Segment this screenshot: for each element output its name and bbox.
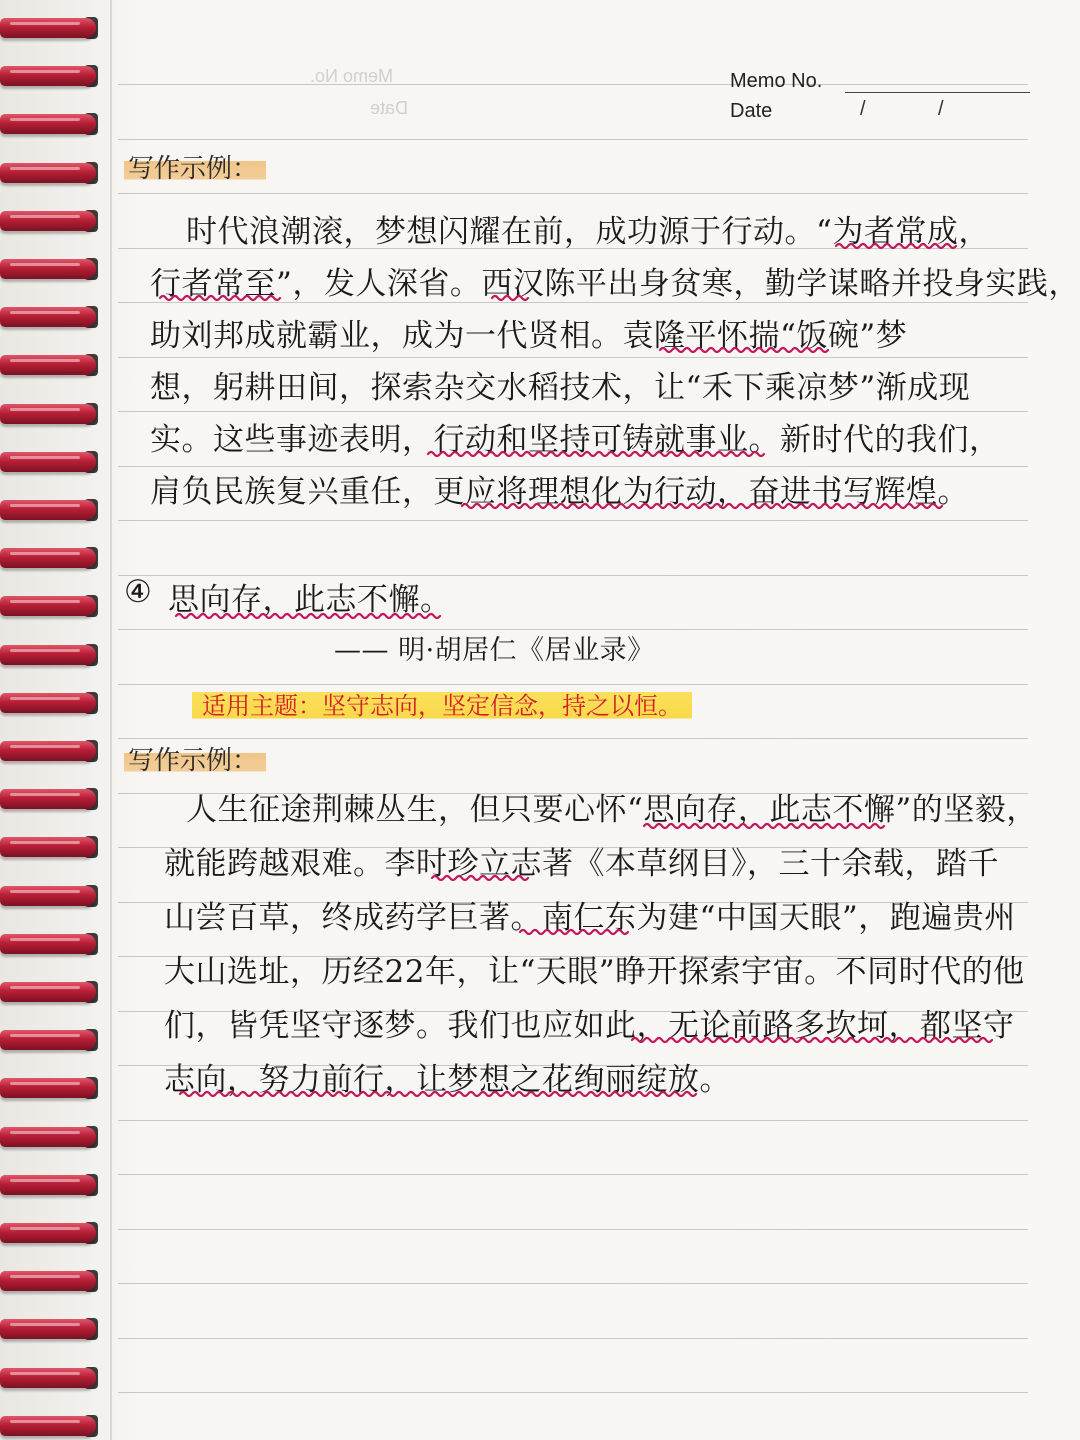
quote-text: 思向存，此志不懈。 [168,582,452,618]
ruled-line [118,1392,1028,1393]
spiral-ring [0,404,96,424]
paragraph-line: 助刘邦成就霸业，成为一代贤相。袁隆平怀揣“饭碗”梦 [150,318,908,354]
paragraph-line: 志向，努力前行，让梦想之花绚丽绽放。 [164,1062,731,1098]
spiral-ring [0,548,96,568]
paragraph-line: 肩负民族复兴重任，更应将理想化为行动，奋进书写辉煌。 [150,474,969,510]
spiral-ring [0,114,96,134]
spiral-ring [0,500,96,520]
memo-number-field [845,92,1030,93]
spiral-ring [0,693,96,713]
paragraph-line: 就能跨越艰难。李时珍立志著《本草纲目》，三十余载，踏千 [164,846,999,882]
date-separator: / [938,98,944,120]
paragraph-line: 们，皆凭坚守逐梦。我们也应如此，无论前路多坎坷，都坚守 [164,1008,1015,1044]
ruled-line [118,1229,1028,1230]
ruled-line [118,84,1028,85]
spiral-ring [0,1271,96,1291]
spiral-ring [0,982,96,1002]
paragraph-line: 大山选址，历经22年，让“天眼”睁开探索宇宙。不同时代的他 [164,954,1025,990]
ruled-line [118,139,1028,140]
bleed-through-text: Memo No. [310,66,394,86]
ruled-line [118,1283,1028,1284]
paragraph-line: 时代浪潮滚，梦想闪耀在前，成功源于行动。“为者常成， [186,214,990,250]
ruled-line [118,357,1028,358]
memo-number-label: Memo No. [730,70,823,92]
applicable-theme: 适用主题：坚守志向，坚定信念，持之以恒。 [192,684,692,723]
paragraph-line: 实。这些事迹表明，行动和坚持可铸就事业。新时代的我们， [150,422,1001,458]
ruled-line [118,520,1028,521]
bleed-through-text: Date [370,98,409,118]
ruled-line [118,738,1028,739]
spiral-binding [0,0,110,1440]
spiral-ring [0,1078,96,1098]
spiral-ring [0,163,96,183]
ruled-line [118,193,1028,194]
ruled-line [118,1338,1028,1339]
date-label: Date [730,100,773,122]
spiral-ring [0,18,96,38]
paragraph-line: 想，躬耕田间，探索杂交水稻技术，让“禾下乘凉梦”渐成现 [150,370,971,406]
spiral-ring [0,1416,96,1436]
spiral-ring [0,259,96,279]
spiral-ring [0,355,96,375]
quote-number: ④ [124,574,153,610]
spiral-ring [0,645,96,665]
paragraph-line: 行者常至”，发人深省。西汉陈平出身贫寒，勤学谋略并投身实践， [150,266,1080,302]
spiral-ring [0,1319,96,1339]
spiral-ring [0,886,96,906]
spiral-ring [0,789,96,809]
ruled-line [118,411,1028,412]
writing-example-heading: 写作示例： [124,148,266,185]
spiral-ring [0,1223,96,1243]
spiral-ring [0,741,96,761]
spiral-ring [0,1368,96,1388]
spiral-ring [0,1030,96,1050]
spiral-ring [0,307,96,327]
paragraph-line: 人生征途荆棘丛生，但只要心怀“思向存，此志不懈”的坚毅， [186,792,1038,828]
spiral-ring [0,837,96,857]
margin-line [110,0,112,1440]
date-separator: / [860,98,866,120]
spiral-ring [0,596,96,616]
spiral-ring [0,452,96,472]
ruled-line [118,1120,1028,1121]
writing-example-heading: 写作示例： [124,740,266,777]
ruled-line [118,1174,1028,1175]
spiral-ring [0,1175,96,1195]
spiral-ring [0,211,96,231]
spiral-ring [0,66,96,86]
spiral-ring [0,934,96,954]
quote-source: —— 明·胡居仁《居业录》 [334,635,655,666]
paragraph-line: 山尝百草，终成药学巨著。南仁东为建“中国天眼”，跑遍贵州 [164,900,1016,936]
spiral-ring [0,1127,96,1147]
